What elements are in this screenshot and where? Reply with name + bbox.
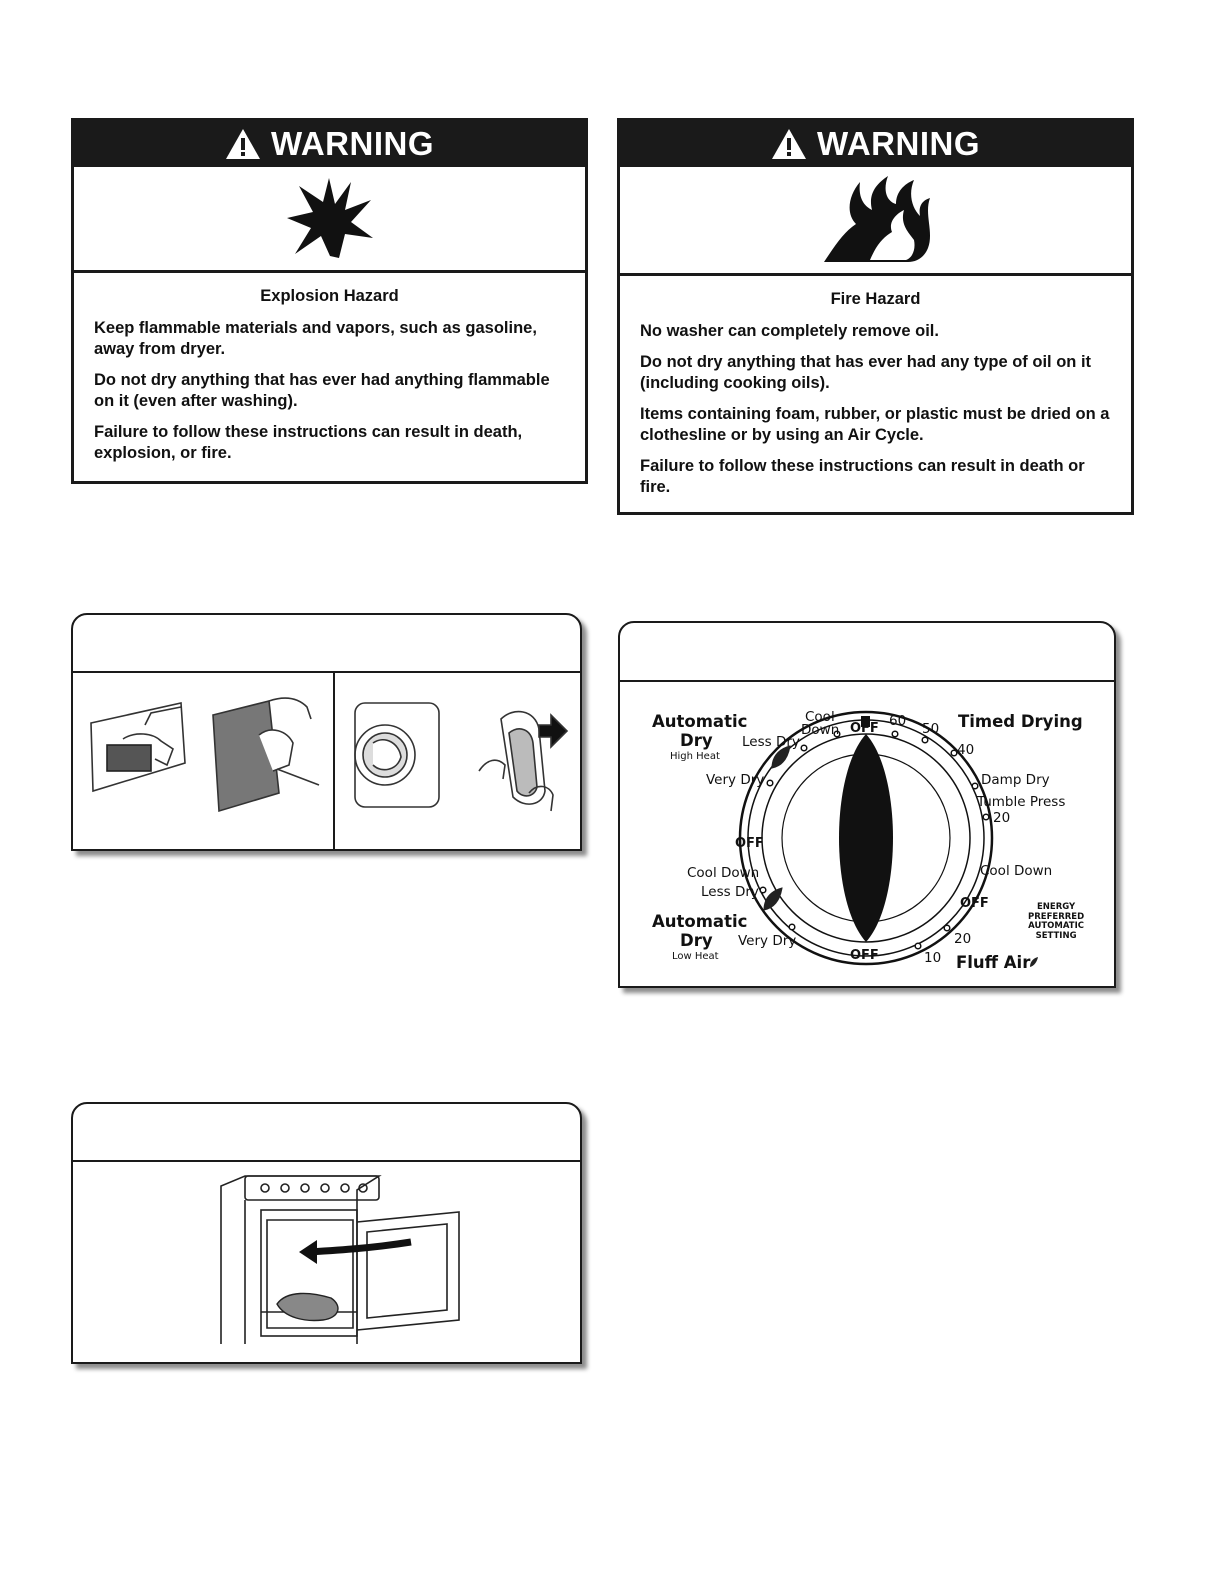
warning-paragraph: Failure to follow these instructions can result in death or fire.: [640, 457, 1085, 496]
panel-header: [73, 1104, 580, 1162]
warning-text: [620, 276, 1131, 518]
lint-screen-illustration: [73, 673, 580, 851]
explosion-icon-area: [74, 167, 585, 273]
low-heat-label: Low Heat: [672, 951, 719, 962]
alert-triangle-icon: [771, 128, 807, 160]
warning-paragraph: No washer can completely remove oil.: [640, 322, 939, 340]
warning-paragraph: Items containing foam, rubber, or plastic must be dried on a clothesline or by using an Air Cycle.: [640, 405, 1110, 444]
panel-header: [73, 615, 580, 673]
fluff-20-label: 20: [954, 931, 972, 947]
cool-down-label: Cool Down: [687, 865, 760, 881]
warning-paragraph: Do not dry anything that has ever had anything flammable on it (even after washing).: [94, 371, 550, 410]
panel-header: [620, 623, 1114, 682]
less-dry-label: Less Dry: [701, 884, 759, 900]
fluff-air-title: Fluff Air: [956, 953, 1031, 972]
very-dry-label: Very Dry: [738, 933, 797, 949]
fire-icon-area: [620, 167, 1131, 276]
lint-slot-illustration: [91, 703, 185, 791]
warning-heading: WARNING: [271, 125, 434, 162]
timed-drying-title: Timed Drying: [958, 712, 1083, 731]
lint-screen-illustration: [213, 698, 319, 811]
off-label-left: OFF: [735, 836, 764, 851]
cool-down-label: Cool Down: [980, 863, 1053, 879]
hazard-title: Explosion Hazard: [260, 287, 399, 305]
fire-icon: [816, 174, 936, 266]
warning-text: [74, 273, 585, 484]
dryer-loading-illustration-area: [73, 1162, 580, 1364]
energy-preferred-note: ENERGY PREFERRED AUTOMATIC SETTING: [1028, 902, 1085, 941]
damp-dry-label: Damp Dry: [981, 772, 1050, 788]
off-label-top: OFF: [850, 721, 879, 736]
off-label-right: OFF: [960, 896, 989, 911]
explosion-warning-box: [71, 118, 588, 484]
dryer-loading-illustration: [73, 1162, 582, 1364]
timer-50-label: 50: [922, 721, 940, 737]
auto-dry-high-title: Dry: [680, 731, 713, 750]
warning-paragraph: Failure to follow these instructions can result in death, explosion, or fire.: [94, 423, 523, 462]
alert-triangle-icon: [225, 128, 261, 160]
auto-dry-high-title: Automatic: [652, 712, 748, 731]
cool-down-label: Down: [801, 722, 840, 738]
less-dry-label: Less Dry: [742, 734, 800, 750]
warning-header: [620, 121, 1131, 167]
warning-header: [74, 121, 585, 167]
fluff-10-label: 10: [924, 950, 942, 966]
timer-60-label: 60: [889, 713, 907, 729]
auto-dry-low-title: Dry: [680, 931, 713, 950]
cool-down-label: Cool: [805, 709, 835, 725]
warning-paragraph: Do not dry anything that has ever had any type of oil on it (including cooking oils).: [640, 353, 1092, 392]
lint-screen-panel: [71, 613, 582, 851]
fire-warning-box: [617, 118, 1134, 515]
auto-dry-low-title: Automatic: [652, 912, 748, 931]
tumble-press-label: Tumble Press: [977, 794, 1066, 810]
timer-40-label: 40: [957, 742, 975, 758]
control-dial-panel: [618, 621, 1116, 988]
round-filter-illustration: [355, 703, 439, 807]
explosion-icon: [285, 176, 375, 261]
warning-paragraph: Keep flammable materials and vapors, such as gasoline, away from dryer.: [94, 319, 537, 358]
dial-area: [620, 682, 1114, 988]
timer-20-label: 20: [993, 810, 1011, 826]
warning-heading: WARNING: [817, 125, 980, 162]
dryer-loading-panel: [71, 1102, 582, 1364]
hazard-title: Fire Hazard: [830, 290, 921, 308]
off-label-bottom: OFF: [850, 948, 879, 963]
lint-screen-cleaning-illustration: [73, 673, 582, 851]
very-dry-label: Very Dry: [706, 772, 765, 788]
filter-removal-illustration: [479, 712, 567, 811]
high-heat-label: High Heat: [670, 751, 720, 762]
